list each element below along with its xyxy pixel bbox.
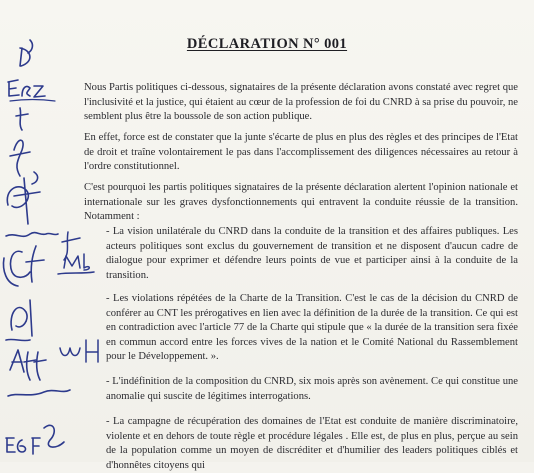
bullet-charter-violations: - Les violations répétées de la Charte de la Transition. C'est le cas de la décision du CNRD de conférer au CNT les prérogatives en lien avec la définition de la durée de la transition. Ce qui est en contradiction avec l'article 77 de la Charte qui stipule que « la durée de la transition sera fixée en commun accord entre les forces vives de la nation et le Comité National du Rassemblement pour le Développement. ». [106, 293, 518, 363]
document-title: DÉCLARATION N° 001 [186, 36, 348, 52]
bullet-cnrd-composition: - L'indéfinition de la composition du CNRD, six mois après son avènement. Ce qui constitue une anomalie qui suscite de légitimes interrogations. [106, 376, 518, 402]
mid-margin-signatures [58, 228, 106, 378]
bullet-domain-recovery: - La campagne de récupération des domaines de l'Etat est conduite de manière discriminatoire, violente et en dehors de toute règle et procédure légales . Elle est, de plus en plus, perçue au sein de la population comme un moyen de discréditer et d'humilier des leaders politiques ciblés et d'honnêtes citoyens qui [106, 416, 518, 471]
bullet-unilateral-vision: - La vision unilatérale du CNRD dans la conduite de la transition et des affaires publiques. Les acteurs politiques sont exclus du gouvernement de transition et ne disposent d'aucun cadre de dialogue pour exprimer et défendre leurs points de vue et participer ainsi à la conduite de la transition. [106, 226, 518, 281]
paragraph-en-effet: En effet, force est de constater que la junte s'écarte de plus en plus des règles et des principes de l'Etat de droit et traîne volontairement le pas dans l'accomplissement des diligences nécessaires au retour à l'ordre constitutionnel. [84, 132, 518, 173]
paragraph-alert: C'est pourquoi les partis politiques signataires de la présente déclaration alertent l'opinion nationale et internationale sur les graves dysfonctionnements qui entravent la conduite réussie de la transition. Notamment : [84, 182, 518, 223]
paragraph-intro: Nous Partis politiques ci-dessous, signataires de la présente déclaration avons constaté avec regret que l'inclusivité et la justice, qui étaient au cœur de la profession de foi du CNRD à sa prise du pouvoir, ne semblent plus être la boussole de son action publique. [84, 82, 518, 123]
